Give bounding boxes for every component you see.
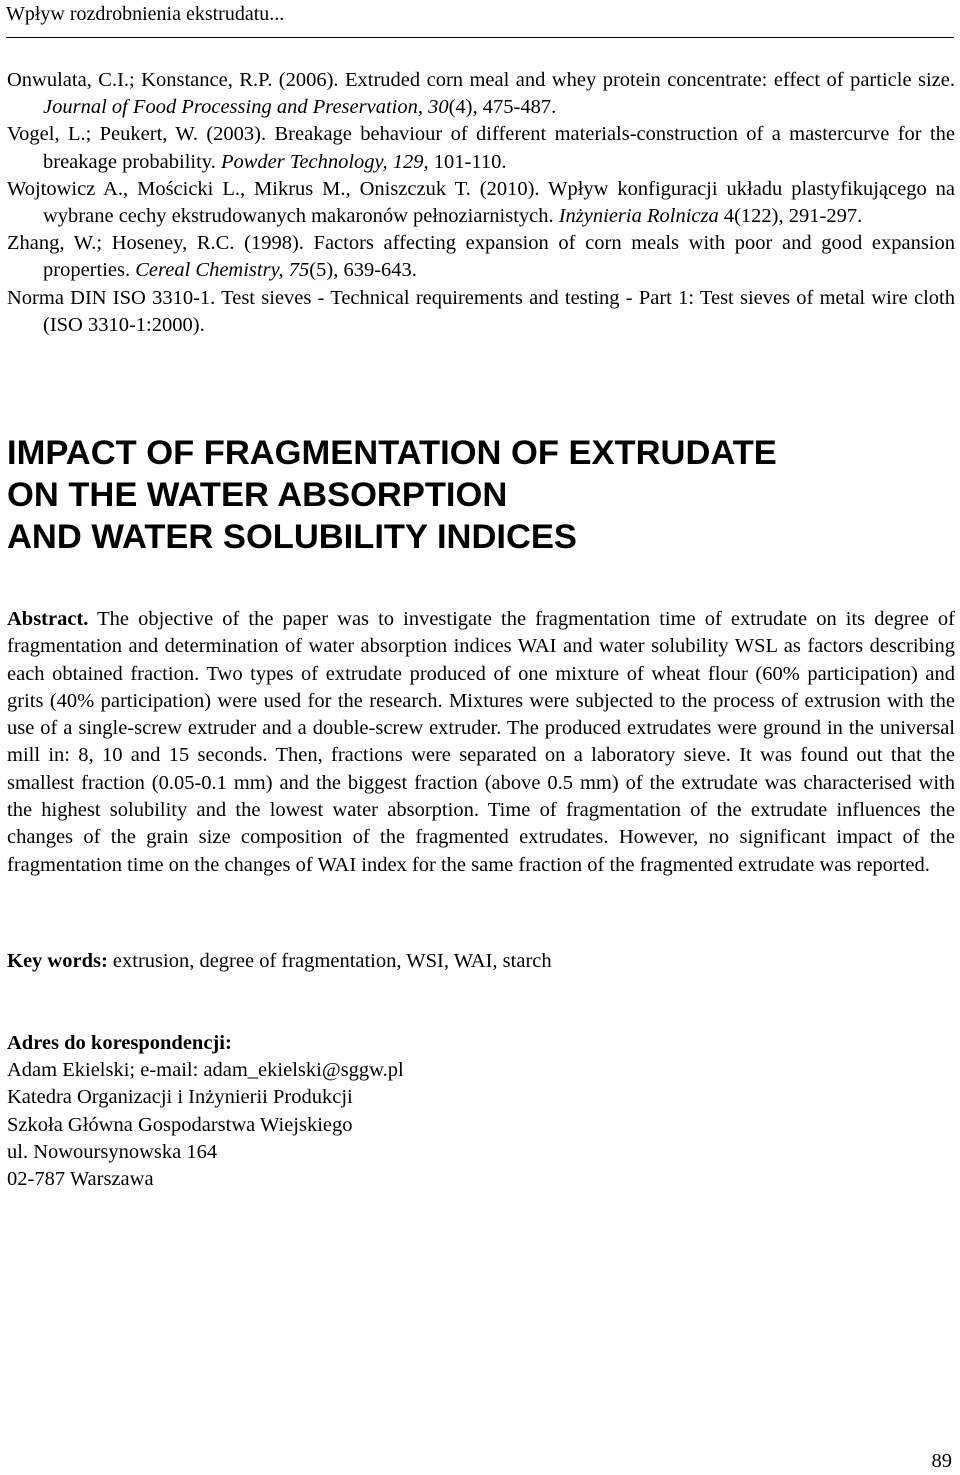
address-line: Katedra Organizacji i Inżynierii Produkcji [7, 1086, 353, 1109]
ref-title: Test sieves - Technical requirements and testing - Part 1: Test sieves of metal wire cloth (ISO 3310-1:2000). [43, 286, 955, 336]
reference-item [7, 67, 955, 121]
address-line: Adam Ekielski; e-mail: adam_ekielski@sggw.pl [7, 1059, 404, 1082]
ref-title: Breakage behaviour of different materials-construction of a mastercurve for the breakage probability. [43, 123, 956, 173]
ref-authors: Wojtowicz A., Mościcki L., Mikrus M., Oniszczuk T. (2010). [7, 177, 540, 200]
running-head: Wpływ rozdrobnienia ekstrudatu... [6, 3, 285, 25]
reference-item [7, 121, 955, 175]
address-line: ul. Nowoursynowska 164 [7, 1140, 218, 1163]
ref-authors: Onwulata, C.I.; Konstance, R.P. (2006). [7, 69, 339, 91]
ref-journal: Journal of Food Processing and Preservation, [43, 96, 423, 119]
reference-item [7, 176, 955, 230]
title-line: AND WATER SOLUBILITY INDICES [7, 518, 577, 556]
correspondence-address [7, 1030, 955, 1193]
ref-volume: 30 [422, 96, 449, 119]
ref-title: Extruded corn meal and whey protein concentrate: effect of particle size. [338, 69, 955, 91]
reference-item [7, 285, 955, 339]
reference-list [7, 67, 955, 339]
ref-journal: Powder Technology, 129, [220, 150, 429, 173]
abstract [7, 606, 955, 879]
ref-pages: (4), 475-487. [448, 96, 557, 119]
correspondence-heading: Adres do korespondencji: [7, 1032, 232, 1054]
page-number: 89 [931, 1450, 952, 1472]
ref-journal: Cereal Chemistry, 75 [135, 259, 310, 282]
address-line: 02-787 Warszawa [7, 1168, 154, 1191]
address-line: Szkoła Główna Gospodarstwa Wiejskiego [7, 1113, 353, 1136]
keywords-label: Key words: [7, 950, 108, 972]
ref-authors: Zhang, W.; Hoseney, R.C. (1998). [7, 232, 304, 255]
title-line: IMPACT OF FRAGMENTATION OF EXTRUDATE [7, 434, 777, 472]
ref-authors: Norma DIN ISO 3310-1. [7, 286, 216, 309]
ref-pages: 101-110. [428, 150, 507, 173]
title-line: ON THE WATER ABSORPTION [7, 476, 508, 514]
ref-pages: (5), 639-643. [309, 259, 417, 282]
ref-title: Wpływ konfiguracji układu plastyfikującego na wybrane cechy ekstrudowanych makaronów pełnoziarnistych. [43, 177, 955, 228]
ref-title: Factors affecting expansion of corn meals with poor and good expansion properties. [43, 232, 956, 282]
keywords-text: extrusion, degree of fragmentation, WSI, WAI, starch [107, 950, 552, 972]
header-rule [6, 37, 954, 38]
reference-item [7, 230, 955, 284]
abstract-label: Abstract. [7, 608, 89, 630]
ref-pages: 4(122), 291-297. [718, 205, 863, 228]
ref-journal: Inżynieria Rolnicza [558, 205, 719, 228]
keywords [7, 948, 955, 975]
abstract-text: The objective of the paper was to investigate the fragmentation time of extrudate on its degree of fragmentation and determination of water absorption indices WAI and water solubility WSL as factors describing each obtained fraction. Two types of extrudate produced of one mixture of wheat flour (60% participation) and grits (40% participation) were used for the research. Mixtures were subjected to the process of extrusion with the use of a single-screw extruder and a double-screw extruder. The produced extrudates were ground in the universal mill in: 8, 10 and 15 seconds. Then, fractions were separated on a laboratory sieve. It was found out that the smallest fraction (0.05-0.1 mm) and the biggest fraction (above 0.5 mm) of the extrudate was characterised with the highest solubility and the lowest water absorption. Time of fragmentation of the extrudate influences the changes of the grain size composition of the fragmented extrudates. However, no significant impact of the fragmentation time on the changes of WAI index for the same fraction of the fragmented extrudate was reported. [7, 608, 955, 876]
ref-authors: Vogel, L.; Peukert, W. (2003). [7, 123, 267, 146]
paper-title [7, 432, 955, 558]
